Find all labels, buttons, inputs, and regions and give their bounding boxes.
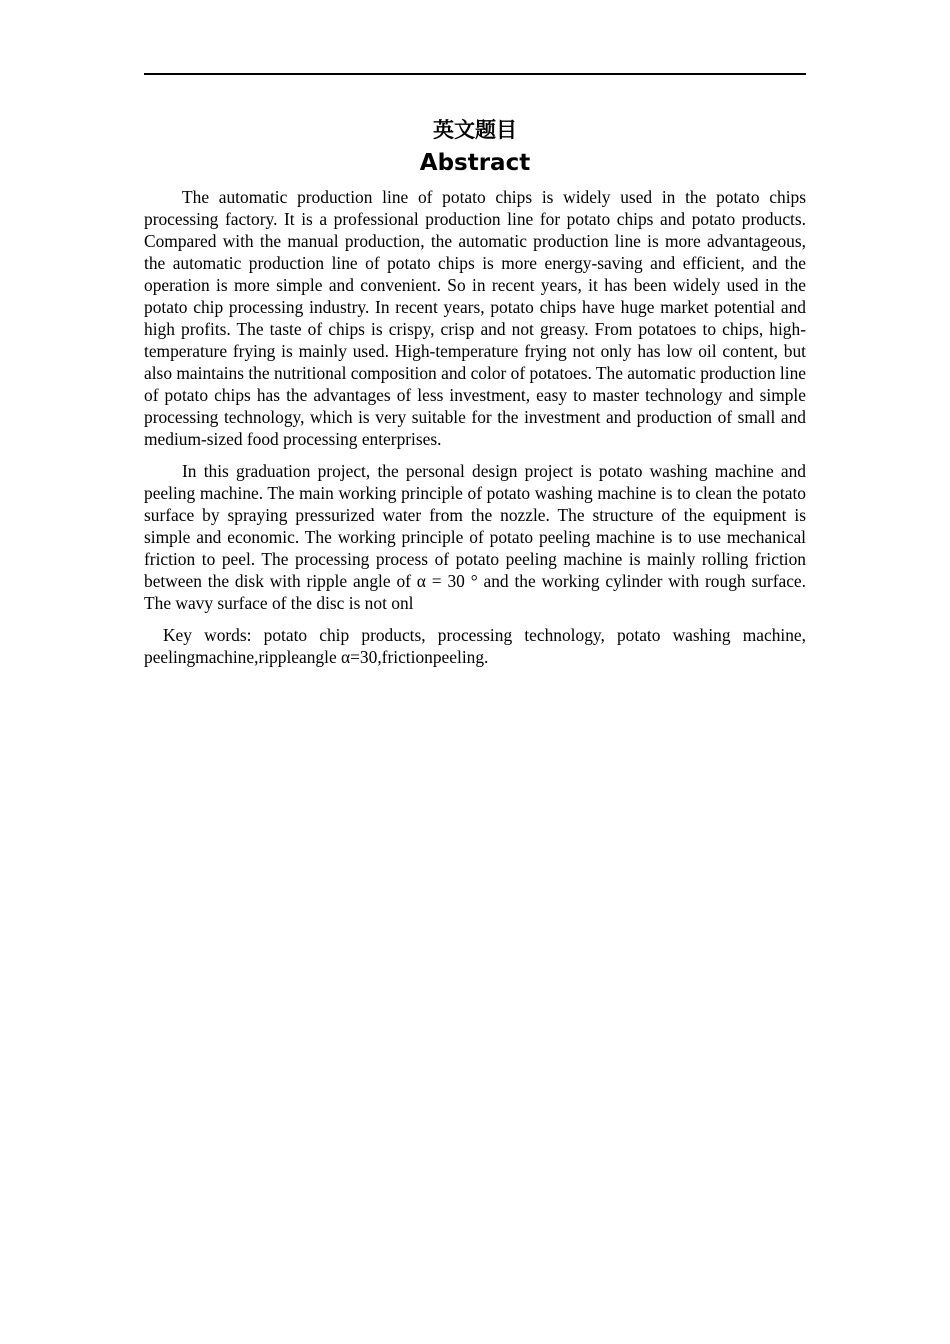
abstract-paragraph-2: In this graduation project, the personal design project is potato washing machine and peeling machine. The main working principle of potato washing machine is to clean the potato surface by spraying pressurized water from the nozzle. The structure of the equipment is simple and economic. The working principle of potato peeling machine is to use mechanical friction to peel. The processing process of potato peeling machine is mainly rolling friction between the disk with ripple angle of α = 30 ° and the working cylinder with rough surface. The wavy surface of the disc is not onl <box>144 461 806 613</box>
abstract-heading: Abstract <box>419 150 531 176</box>
chinese-title: 英文题目 <box>433 118 517 142</box>
abstract-paragraph-1: The automatic production line of potato chips is widely used in the potato chips processing factory. It is a professional production line for potato chips and potato products. Compared with the manual production, the automatic production line is more advantageous, the automatic production line of potato chips is more energy-saving and efficient, and the operation is more simple and convenient. So in recent years, it has been widely used in the potato chip processing industry. In recent years, potato chips have huge market potential and high profits. The taste of chips is crispy, crisp and not greasy. From potatoes to chips, high-temperature frying is mainly used. High-temperature frying not only has low oil content, but also maintains the nutritional composition and color of potatoes. The automatic production line of potato chips has the advantages of less investment, easy to master technology and simple processing technology, which is very suitable for the investment and production of small and medium-sized food processing enterprises. <box>144 187 806 449</box>
page-content <box>144 114 806 668</box>
header-rule <box>144 73 806 75</box>
keywords: Key words: potato chip products, processing technology, potato washing machine, peelingmachine,rippleangle α=30,frictionpeeling. <box>144 625 806 667</box>
